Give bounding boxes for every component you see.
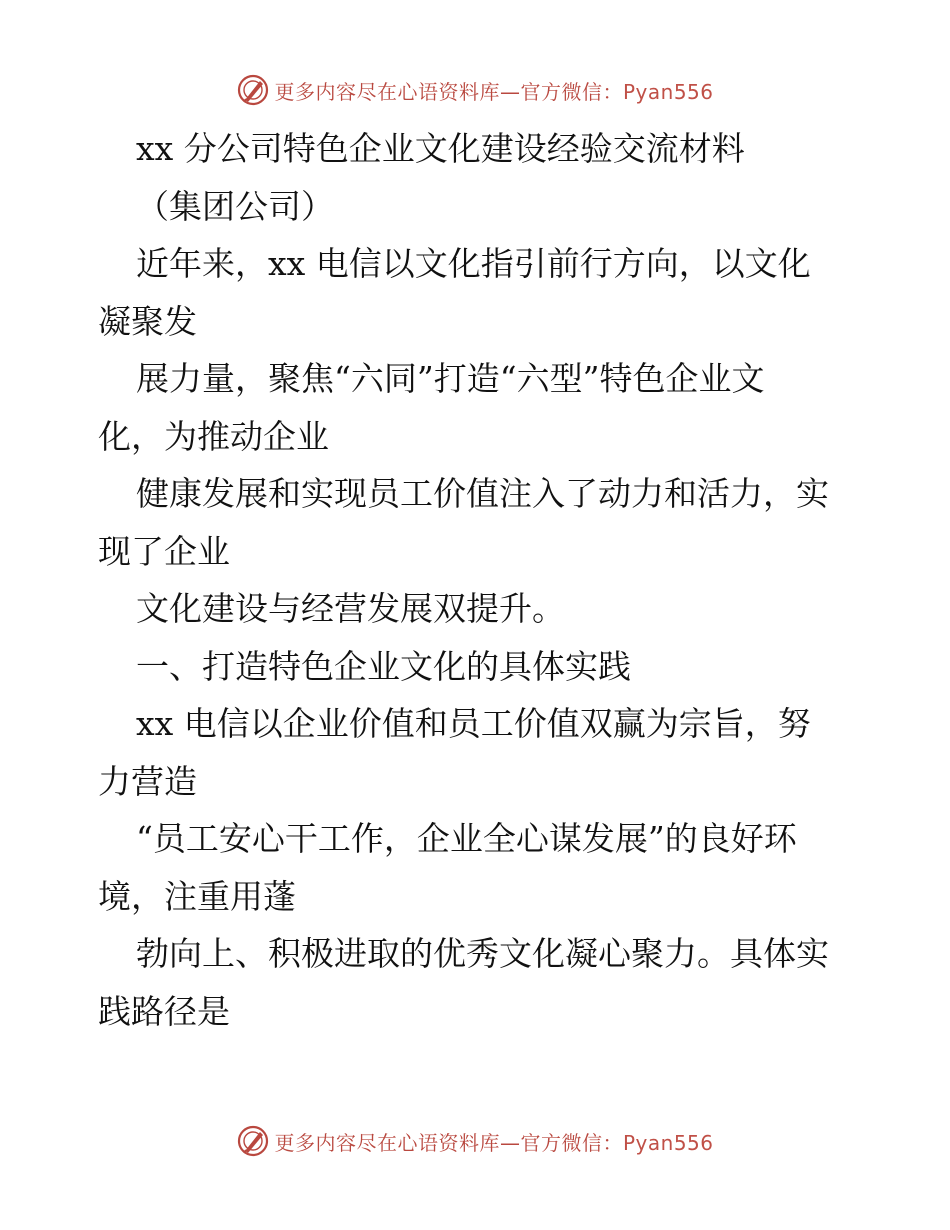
paragraph-line: 力营造 — [98, 761, 197, 801]
document-title: xx 分公司特色企业文化建设经验交流材料 — [136, 129, 745, 168]
paragraph-line: 健康发展和实现员工价值注入了动力和活力，实 — [136, 474, 829, 513]
paragraph-line: “员工安心干工作，企业全心谋发展”的良好环 — [136, 819, 797, 858]
banner-text: 更多内容尽在心语资料库—官方微信：Pyan556 — [274, 1130, 714, 1155]
section-heading: 一、打造特色企业文化的具体实践 — [136, 646, 631, 686]
quill-logo-icon — [236, 73, 270, 107]
paragraph-line: 境，注重用蓬 — [98, 876, 296, 916]
paragraph-line: 勃向上、积极进取的优秀文化凝心聚力。具体实 — [136, 934, 829, 973]
header-banner — [0, 70, 950, 110]
document-body — [98, 120, 858, 1040]
paragraph-line: 化，为推动企业 — [98, 416, 329, 456]
paragraph-line: 近年来，xx 电信以文化指引前行方向，以文化 — [136, 244, 811, 283]
quill-logo-icon — [236, 1124, 270, 1158]
paragraph-line: xx 电信以企业价值和员工价值双赢为宗旨，努 — [136, 704, 811, 743]
banner-text: 更多内容尽在心语资料库—官方微信：Pyan556 — [274, 79, 714, 104]
footer-banner — [0, 1121, 950, 1161]
paragraph-line: 展力量，聚焦“六同”打造“六型”特色企业文 — [136, 359, 765, 398]
paragraph-line: 践路径是 — [98, 991, 230, 1031]
paragraph-line: 凝聚发 — [98, 301, 197, 341]
paragraph-line: 文化建设与经营发展双提升。 — [136, 589, 565, 628]
paragraph-line: 现了企业 — [98, 531, 230, 571]
document-subtitle: （集团公司） — [136, 186, 334, 226]
